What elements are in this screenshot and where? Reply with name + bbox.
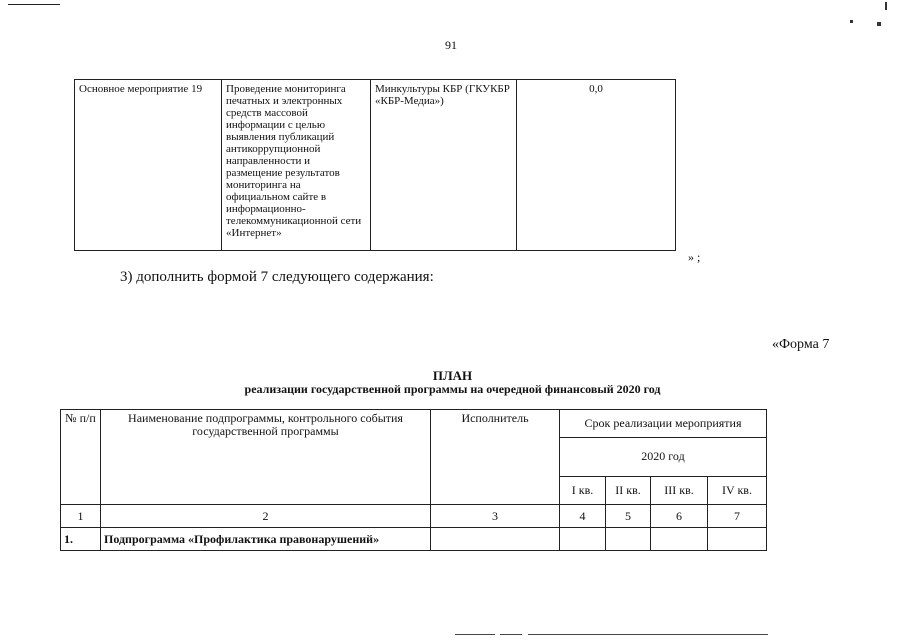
row-q2 xyxy=(606,528,651,551)
header-q2: II кв. xyxy=(606,477,651,505)
header-q3: III кв. xyxy=(651,477,708,505)
scan-bottom-rule xyxy=(455,634,495,635)
header-q4: IV кв. xyxy=(708,477,767,505)
scan-speck xyxy=(885,2,887,10)
scan-bottom-rule xyxy=(528,634,768,635)
header-period: Срок реализации мероприятия xyxy=(560,410,767,438)
index-cell: 3 xyxy=(431,505,560,528)
amendment-text: 3) дополнить формой 7 следующего содержания: xyxy=(120,269,434,285)
item-cell: Основное мероприятие 19 xyxy=(75,80,222,251)
scan-speck xyxy=(850,20,853,23)
index-cell: 7 xyxy=(708,505,767,528)
page-number: 91 xyxy=(445,38,457,52)
plan-subtitle: реализации государственной программы на очередной финансовый 2020 год xyxy=(244,382,661,396)
description-cell: Проведение мониторинга печатных и электронных средств массовой информации с целью выявления публикаций антикоррупционной направленности и размещение результатов мониторинга на официальном сайте в информационно-телекоммуникационной сети «Интернет» xyxy=(222,80,371,251)
index-cell: 4 xyxy=(560,505,606,528)
header-name: Наименование подпрограммы, контрольного события государственной программы xyxy=(101,410,431,505)
row-name: Подпрограмма «Профилактика правонарушений» xyxy=(101,528,431,551)
index-cell: 1 xyxy=(61,505,101,528)
table-row xyxy=(61,528,767,551)
row-q3 xyxy=(651,528,708,551)
header-year: 2020 год xyxy=(560,437,767,477)
scan-speck xyxy=(877,22,881,26)
plan-title: ПЛАН xyxy=(432,368,473,383)
form-label: «Форма 7 xyxy=(772,337,830,352)
header-q1: I кв. xyxy=(560,477,606,505)
executor-cell: Минкультуры КБР (ГКУКБР «КБР-Медиа») xyxy=(371,80,517,251)
value-cell: 0,0 xyxy=(517,80,676,251)
row-q4 xyxy=(708,528,767,551)
table-row xyxy=(75,80,676,251)
header-row xyxy=(61,410,767,438)
index-row xyxy=(61,505,767,528)
previous-form-table xyxy=(74,79,676,251)
header-num: № п/п xyxy=(61,410,101,505)
index-cell: 2 xyxy=(101,505,431,528)
closing-quote: » ; xyxy=(688,250,701,264)
header-executor: Исполнитель xyxy=(431,410,560,505)
index-cell: 5 xyxy=(606,505,651,528)
plan-table xyxy=(60,409,767,551)
index-cell: 6 xyxy=(651,505,708,528)
scan-bottom-rule xyxy=(500,634,522,635)
row-executor xyxy=(431,528,560,551)
scan-top-rule xyxy=(8,4,60,5)
row-num: 1. xyxy=(61,528,101,551)
row-q1 xyxy=(560,528,606,551)
